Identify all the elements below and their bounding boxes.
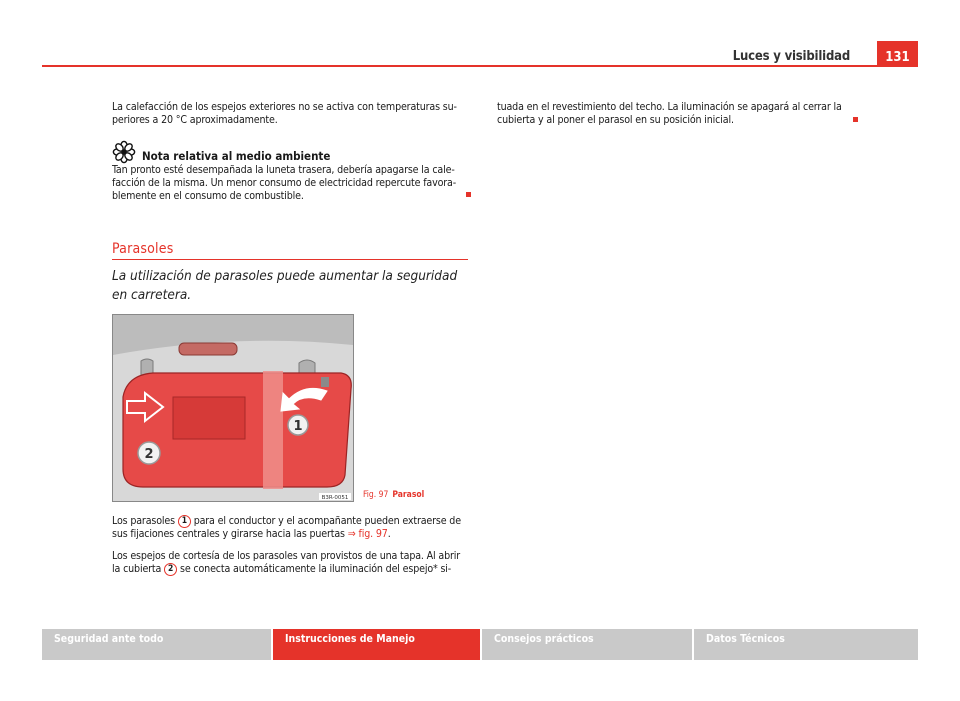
mirror-text-b: se conecta automáticamente la iluminación del espejo* si- [180, 563, 452, 575]
visor-paragraph [112, 515, 468, 541]
callout-ref-2: 2 [164, 563, 177, 576]
chapter-title: Luces y visibilidad [732, 49, 850, 64]
footer-tab-instrucciones[interactable]: Instrucciones de Manejo [273, 629, 480, 660]
callout-2: 2 [144, 447, 154, 462]
footer-tab-seguridad[interactable]: Seguridad ante todo [42, 629, 271, 660]
figure-caption [363, 490, 424, 500]
visor-text-b: para el conductor y el acompañante pueden extraerse de sus fijaciones centrales y girarse hacia las puertas [112, 515, 461, 540]
figure-reference-link[interactable]: ⇒ fig. 97 [347, 528, 388, 540]
end-mark [466, 192, 471, 197]
mirror-heating-paragraph: La calefacción de los espejos exteriores no se activa con temperaturas su-periores a 20 °C aproximadamente. [112, 101, 457, 126]
end-mark-right [853, 117, 858, 122]
sun-visor-figure [112, 314, 354, 502]
environment-note-title: Nota relativa al medio ambiente [142, 149, 331, 163]
mirror-paragraph [112, 550, 468, 576]
visor-text-a: Los parasoles [112, 515, 175, 527]
callout-ref-1: 1 [178, 515, 191, 528]
section-title: Parasoles [112, 241, 174, 257]
sun-visor-illustration [113, 315, 353, 501]
header-rule [42, 65, 918, 67]
section-lead: La utilización de parasoles puede aumentar la seguridad en carretera. [112, 268, 458, 303]
flower-icon [112, 140, 136, 164]
callout-1: 1 [293, 419, 303, 434]
figure-code: B3R-0051 [321, 495, 349, 501]
footer-tab-consejos[interactable]: Consejos prácticos [482, 629, 692, 660]
figure-caption-text: Parasol [392, 490, 425, 500]
mirror-text-a: Los espejos de cortesía de los parasoles van provistos de una tapa. Al abrir la cubierta [112, 550, 461, 575]
environment-note-heading [112, 140, 330, 164]
page-number: 131 [877, 41, 918, 67]
right-column-paragraph: tuada en el revestimiento del techo. La iluminación se apagará al cerrar la cubierta y al poner el parasol en su posición inicial. [497, 101, 842, 126]
visor-text-end: . [387, 528, 391, 540]
section-rule [112, 259, 468, 260]
environment-note-text: Tan pronto esté desempañada la luneta trasera, debería apagarse la cale-facción de la misma. Un menor consumo de electricidad repercute favora-blemente en el consumo de combustible. [112, 164, 457, 202]
footer-tab-datos[interactable]: Datos Técnicos [694, 629, 918, 660]
figure-label: Fig. 97 [363, 490, 389, 500]
